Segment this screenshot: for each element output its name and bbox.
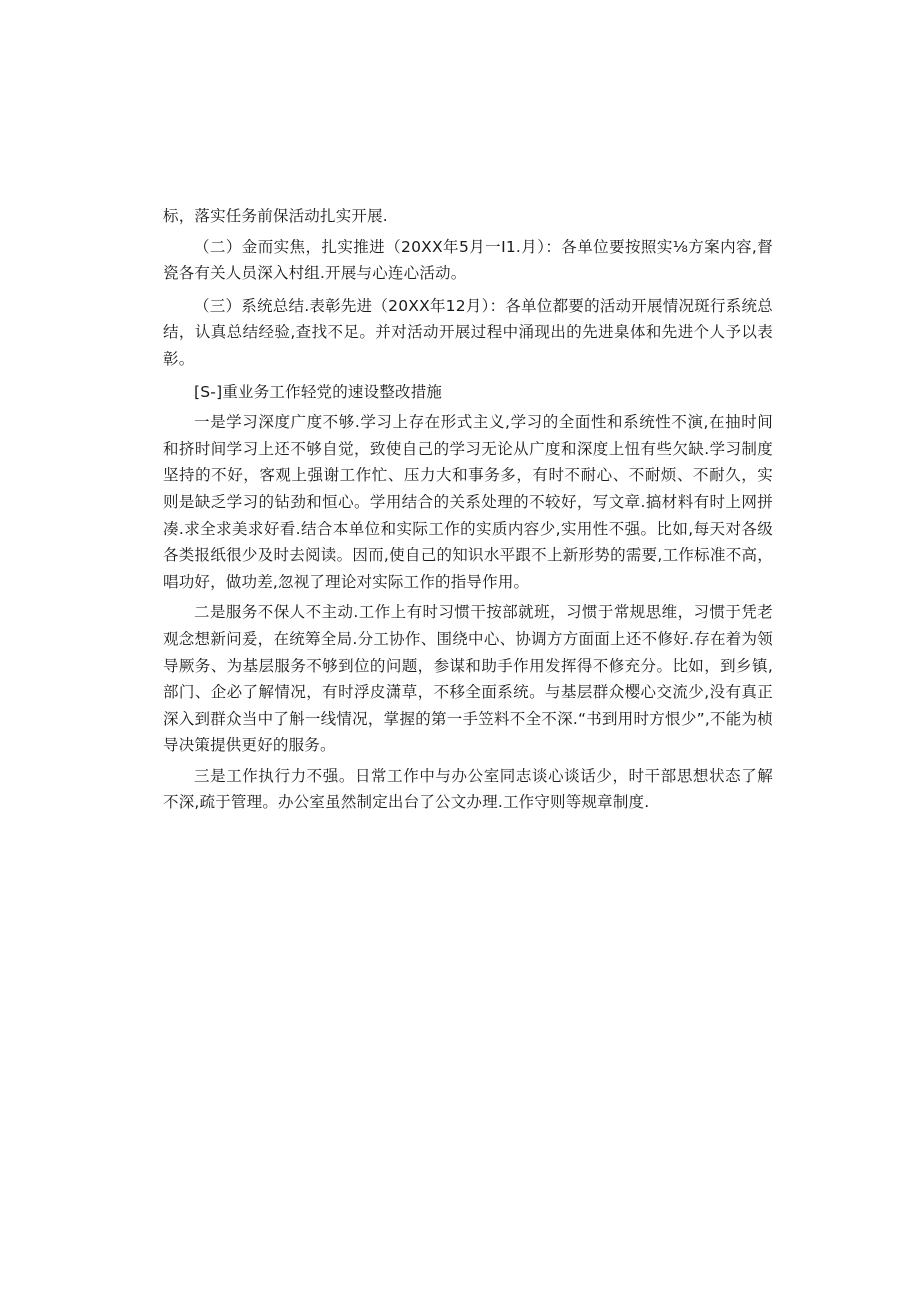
section-heading: [S-]重业务工作轻党的速设整改措施 [194, 382, 443, 401]
paragraph-phase-two: （二）金而实焦，扎实推进（20XX年5月一I1.月）：各单位要按照实⅛方案内容,督瓷各有关人员深入村组.开展与心连心活动。 [163, 237, 773, 283]
paragraph-continuation: 标，落实任务前保活动扎实开展. [163, 207, 388, 225]
paragraph-point-three: 三是工作执行力不强。日常工作中与办公室同志谈心谈话少，时干部思想状态了解不深,疏于管理。办公室虽然制定出台了公文办理.工作守则等规章制度. [163, 766, 773, 812]
paragraph-point-one: 一是学习深度广度不够.学习上存在形式主义,学习的全面性和系统性不演,在抽时间和挤时间学习上还不够自觉，致使自己的学习无论从广度和深度上忸有些欠缺.学习制度坚持的不好，客观上强谢工作忙、压力大和事务多，有时不耐心、不耐烦、不耐久，实则是缺乏学习的钻劲和恒心。学用结合的关系处理的不较好，写文章.搞材料有时上网拼凑.求全求美求好看.结合本单位和实际工作的实质内容少,实用性不强。比如,每天对各级各类报纸很少及时去阅读。因而,使自己的知识水平跟不上新形势的需要,工作标准不高，唱功好，做功差,忽视了理论对实际工作的指导作用。 [163, 413, 773, 591]
paragraph-phase-three: （三）系统总结.表彰先进（20XX年12月）：各单位都要的活动开展情况斑行系统总结，认真总结经验,查找不足。并对活动开展过程中涌现出的先进臬体和先进个人予以表彰。 [163, 296, 773, 368]
document-body [163, 203, 773, 816]
paragraph-point-two: 二是服务不保人不主动.工作上有时习惯干按部就班，习惯于常规思维，习惯于凭老观念想新问爰，在统筹全局.分工协作、围绕中心、协调方方面面上还不修好.存在着为领导厥务、为基层服务不够到位的问题，参谋和助手作用发挥得不修充分。比如，到乡镇,部门、企必了解情况，有时浮皮潇草，不移全面系统。与基层群众樱心交流少,没有真正深入到群众当中了斛一线情况，掌握的第一手笠料不全不深.“书到用时方恨少”,不能为桢导决策提供更好的服务。 [163, 603, 773, 755]
